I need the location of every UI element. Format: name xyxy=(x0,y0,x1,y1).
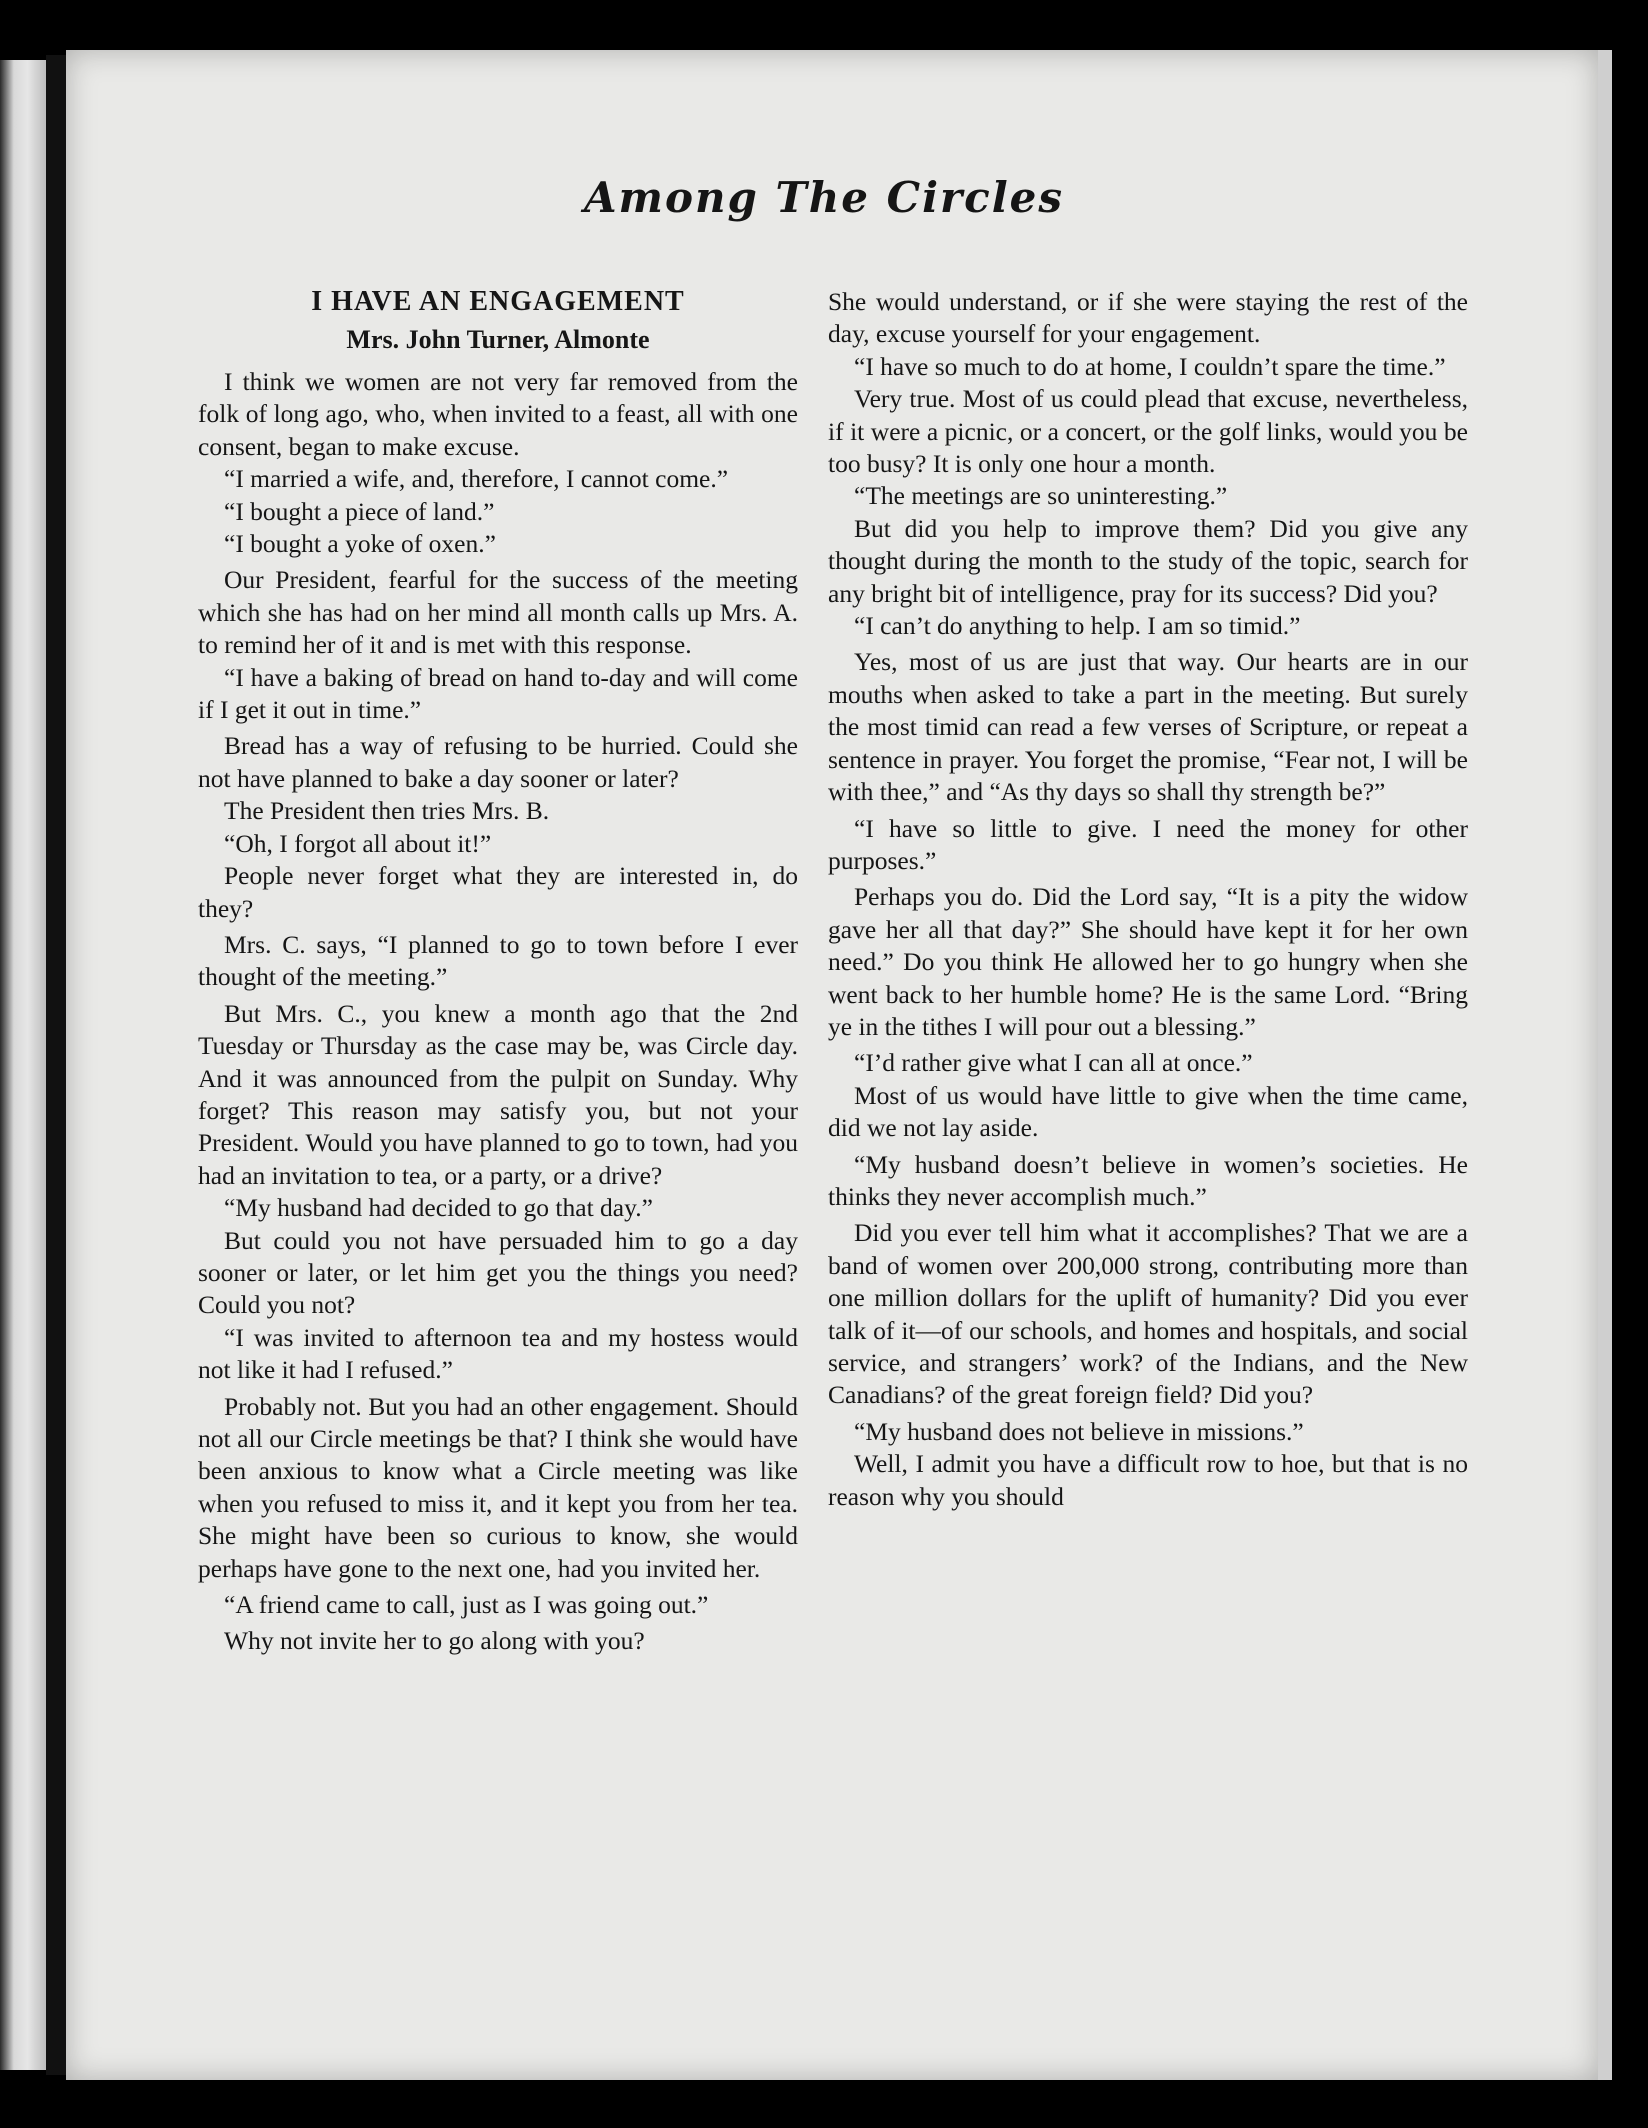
paragraph: I think we women are not very far removed from the folk of long ago, who, when invited to a feast, all with one consent, began to make excuse. xyxy=(198,367,798,461)
paragraph: Most of us would have little to give when the time came, did we not lay aside. xyxy=(828,1080,1468,1143)
paragraph: Did you ever tell him what it accomplishes? That we are a band of women over 200,000 strong, contributing more than one million dollars for the uplift of humanity? Did you ever talk of it—of our schools, and homes and hospitals, and social service, and strangers’ work? of the Indians, and the New Canadians? of the great foreign field? Did you? xyxy=(828,1218,1468,1410)
article-headline: I HAVE AN ENGAGEMENT xyxy=(311,286,685,317)
paragraph: Why not invite her to go along with you? xyxy=(224,1626,645,1656)
paragraph: People never forget what they are interested in, do they? xyxy=(198,861,798,923)
paragraph: “I can’t do anything to help. I am so timid.” xyxy=(854,611,1301,641)
page-right-edge xyxy=(1598,50,1612,2080)
paragraph: She would understand, or if she were staying the rest of the day, excuse yourself for your engagement. xyxy=(828,287,1468,349)
facing-page-edge xyxy=(0,60,46,2070)
paragraph: Very true. Most of us could plead that excuse, nevertheless, if it were a picnic, or a concert, or the golf links, would you be too busy? It is only one hour a month. xyxy=(828,384,1468,479)
paragraph: Yes, most of us are just that way. Our hearts are in our mouths when asked to take a part in the meeting. But surely the most timid can read a few verses of Scripture, or repeat a sentence in prayer. You forget the promise, “Fear not, I will be with thee,” and “As thy days so shall thy strength be?” xyxy=(828,647,1468,807)
paragraph: “My husband doesn’t believe in women’s societies. He thinks they never accomplish much.” xyxy=(828,1149,1468,1211)
paragraph: Probably not. But you had an other engagement. Should not all our Circle meetings be that? I think she would have been anxious to know what a Circle meeting was like when you refused to miss it, and it kept you from her tea. She might have been so curious to know, she would perhaps have gone to the next one, had you invited her. xyxy=(198,1391,798,1583)
paragraph: Well, I admit you have a difficult row to hoe, but that is no reason why you should xyxy=(828,1449,1468,1511)
paragraph: “The meetings are so uninteresting.” xyxy=(854,481,1228,511)
page-title: Among The Circles xyxy=(583,173,1065,222)
paragraph: But could you not have persuaded him to go a day sooner or later, or let him get you the things you need? Could you not? xyxy=(198,1225,798,1320)
left-column xyxy=(198,286,798,1658)
paragraph: “A friend came to call, just as I was going out.” xyxy=(224,1590,709,1620)
paragraph: Perhaps you do. Did the Lord say, “It is a pity the widow gave her all that day?” She should have kept it for her own need.” Do you think He allowed her to go hungry when she went back to her humble home? He is the same Lord. “Bring ye in the tithes I will pour out a blessing.” xyxy=(828,882,1468,1041)
paragraph: Mrs. C. says, “I planned to go to town before I ever thought of the meeting.” xyxy=(198,929,798,992)
paragraph: “I bought a yoke of oxen.” xyxy=(224,529,496,559)
paragraph: But did you help to improve them? Did you give any thought during the month to the study of the topic, search for any bright bit of intelligence, pray for its success? Did you? xyxy=(828,513,1468,608)
paragraph: “My husband does not believe in missions.” xyxy=(854,1416,1304,1446)
paragraph: Our President, fearful for the success of the meeting which she has had on her mind all month calls up Mrs. A. to remind her of it and is met with this response. xyxy=(198,565,798,660)
binding-spine xyxy=(46,55,66,2075)
paragraph: But Mrs. C., you knew a month ago that the 2nd Tuesday or Thursday as the case may be, was Circle day. And it was announced from the pulpit on Sunday. Why forget? This reason may satisfy you, but not your President. Would you have planned to go to town, had you had an invitation to tea, or a party, or a drive? xyxy=(198,998,798,1190)
paragraph: “I bought a piece of land.” xyxy=(224,496,495,526)
paragraph: The President then tries Mrs. B. xyxy=(224,796,550,826)
right-column xyxy=(828,286,1468,1513)
paragraph: “I married a wife, and, therefore, I cannot come.” xyxy=(224,464,729,494)
paragraph: Bread has a way of refusing to be hurried. Could she not have planned to bake a day sooner or later? xyxy=(198,731,798,793)
article-byline: Mrs. John Turner, Almonte xyxy=(346,325,650,354)
paragraph: “I have so little to give. I need the money for other purposes.” xyxy=(828,813,1468,875)
paragraph: “I was invited to afternoon tea and my hostess would not like it had I refused.” xyxy=(198,1322,798,1385)
paragraph: “My husband had decided to go that day.” xyxy=(224,1193,653,1223)
paragraph: “I have so much to do at home, I couldn’t spare the time.” xyxy=(854,351,1446,381)
paragraph: “I’d rather give what I can all at once.” xyxy=(854,1048,1253,1078)
paragraph: “Oh, I forgot all about it!” xyxy=(224,828,492,858)
paragraph: “I have a baking of bread on hand to-day and will come if I get it out in time.” xyxy=(198,662,798,725)
